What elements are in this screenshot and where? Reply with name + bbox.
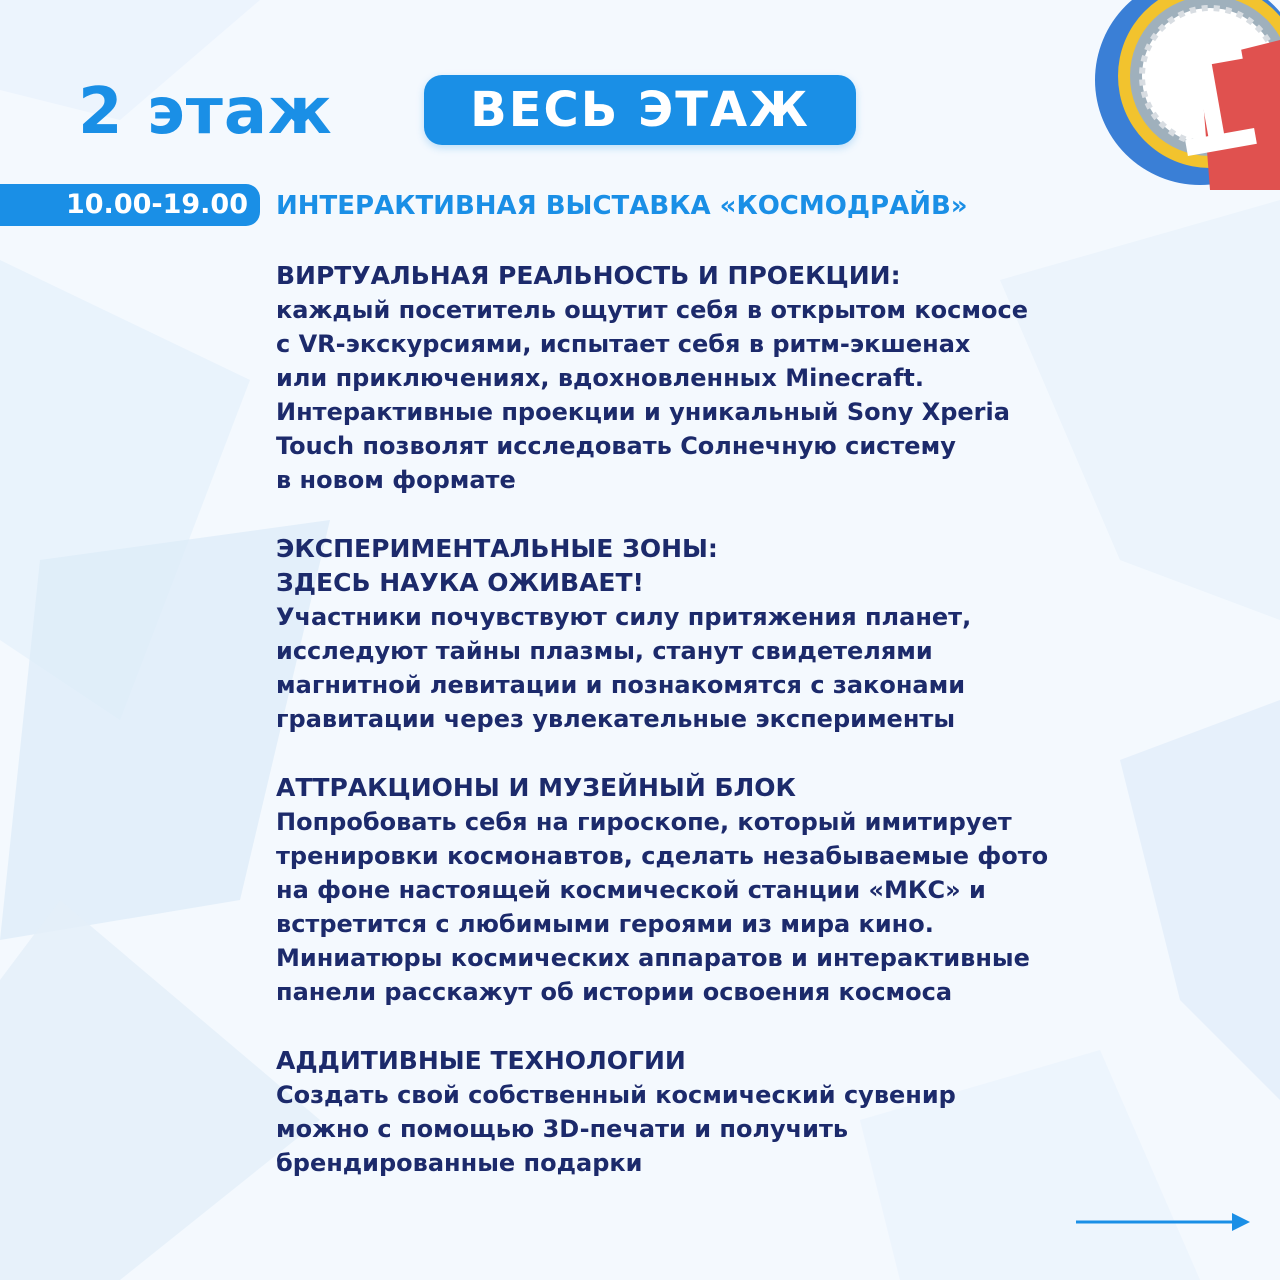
festival-logo-icon bbox=[1090, 0, 1280, 190]
section-additive-technologies bbox=[276, 1044, 1176, 1180]
floor-title: 2 этаж bbox=[78, 75, 333, 149]
event-title: ИНТЕРАКТИВНАЯ ВЫСТАВКА «КОСМОДРАЙВ» bbox=[276, 191, 968, 221]
section-text-line: магнитной левитации и познакомятся с законами bbox=[276, 671, 966, 699]
section-text-line: Touch позволят исследовать Солнечную систему bbox=[276, 432, 956, 460]
section-text-line: в новом формате bbox=[276, 466, 516, 494]
section-text-line: брендированные подарки bbox=[276, 1149, 643, 1177]
section-text-line: встретится с любимыми героями из мира кино. bbox=[276, 910, 934, 938]
section-text-line: на фоне настоящей космической станции «МКС» и bbox=[276, 876, 986, 904]
section-title: АДДИТИВНЫЕ ТЕХНОЛОГИИ bbox=[276, 1046, 686, 1075]
section-text-line: тренировки космонавтов, сделать незабываемые фото bbox=[276, 842, 1049, 870]
section-title: ЭКСПЕРИМЕНТАЛЬНЫЕ ЗОНЫ: bbox=[276, 534, 718, 563]
section-title: ВИРТУАЛЬНАЯ РЕАЛЬНОСТЬ И ПРОЕКЦИИ: bbox=[276, 261, 901, 290]
section-text-line: каждый посетитель ощутит себя в открытом космосе bbox=[276, 296, 1029, 324]
section-experimental-zones bbox=[276, 532, 1176, 736]
section-text-line: исследуют тайны плазмы, станут свидетелями bbox=[276, 637, 933, 665]
section-text-line: Миниатюры космических аппаратов и интерактивные bbox=[276, 944, 1030, 972]
section-text-line: гравитации через увлекательные эксперименты bbox=[276, 705, 956, 733]
section-text-line: Создать свой собственный космический сувенир bbox=[276, 1081, 956, 1109]
section-text-line: панели расскажут об истории освоения космоса bbox=[276, 978, 953, 1006]
section-title: ЗДЕСЬ НАУКА ОЖИВАЕТ! bbox=[276, 568, 644, 597]
section-text-line: с VR-экскурсиями, испытает себя в ритм-экшенах bbox=[276, 330, 971, 358]
sections-list bbox=[276, 259, 1176, 1215]
section-attractions-museum bbox=[276, 771, 1176, 1009]
next-arrow-icon[interactable] bbox=[1074, 1208, 1254, 1236]
section-title: АТТРАКЦИОНЫ И МУЗЕЙНЫЙ БЛОК bbox=[276, 773, 796, 802]
section-text-line: Интерактивные проекции и уникальный Sony Xperia bbox=[276, 398, 1010, 426]
section-text-line: Попробовать себя на гироскопе, который имитирует bbox=[276, 808, 1012, 836]
section-text-line: можно с помощью 3D-печати и получить bbox=[276, 1115, 849, 1143]
floor-scope-badge: ВЕСЬ ЭТАЖ bbox=[424, 75, 856, 145]
time-badge: 10.00-19.00 bbox=[0, 184, 260, 226]
section-text-line: или приключениях, вдохновленных Minecraft. bbox=[276, 364, 924, 392]
section-text-line: Участники почувствуют силу притяжения планет, bbox=[276, 603, 972, 631]
section-virtual-reality bbox=[276, 259, 1176, 497]
